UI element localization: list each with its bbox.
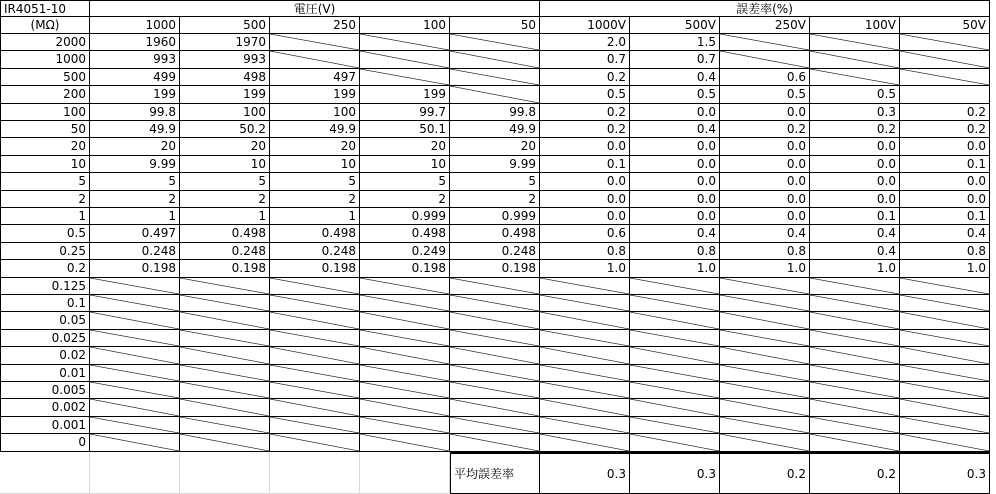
error-rate-cell[interactable]: 0.5 [720, 86, 810, 103]
measured-value-cell[interactable]: 2 [180, 191, 270, 208]
na-cell[interactable] [180, 417, 270, 434]
na-cell[interactable] [90, 382, 180, 399]
measured-value-cell[interactable]: 499 [90, 69, 180, 86]
na-cell[interactable] [180, 278, 270, 295]
na-cell[interactable] [90, 312, 180, 329]
na-cell[interactable] [450, 86, 540, 103]
na-cell[interactable] [270, 295, 360, 312]
measured-value-cell[interactable]: 0.198 [90, 260, 180, 277]
na-cell[interactable] [450, 382, 540, 399]
average-error-cell[interactable]: 0.3 [900, 452, 990, 494]
error-rate-cell[interactable]: 0.2 [900, 121, 990, 138]
na-cell[interactable] [900, 330, 990, 347]
na-cell[interactable] [180, 365, 270, 382]
voltage-col-header[interactable]: 100 [360, 17, 450, 34]
measured-value-cell[interactable]: 0.498 [270, 225, 360, 242]
na-cell[interactable] [540, 417, 630, 434]
measured-value-cell[interactable]: 1 [180, 208, 270, 225]
error-col-header[interactable]: 500V [630, 17, 720, 34]
error-rate-cell[interactable]: 0.2 [900, 104, 990, 121]
error-rate-cell[interactable]: 0.7 [540, 51, 630, 68]
error-rate-cell[interactable]: 0.0 [630, 173, 720, 190]
error-rate-cell[interactable]: 0.0 [540, 191, 630, 208]
na-cell[interactable] [450, 330, 540, 347]
voltage-col-header[interactable]: 500 [180, 17, 270, 34]
range-cell[interactable]: 200 [0, 86, 90, 103]
error-col-header[interactable]: 100V [810, 17, 900, 34]
na-cell[interactable] [720, 347, 810, 364]
na-cell[interactable] [900, 295, 990, 312]
measured-value-cell[interactable]: 993 [180, 51, 270, 68]
measured-value-cell[interactable]: 0.198 [180, 260, 270, 277]
na-cell[interactable] [360, 417, 450, 434]
range-cell[interactable]: 2000 [0, 34, 90, 51]
range-cell[interactable]: 2 [0, 191, 90, 208]
na-cell[interactable] [630, 365, 720, 382]
na-cell[interactable] [360, 34, 450, 51]
na-cell[interactable] [180, 434, 270, 451]
na-cell[interactable] [720, 278, 810, 295]
na-cell[interactable] [810, 69, 900, 86]
na-cell[interactable] [810, 51, 900, 68]
measured-value-cell[interactable]: 99.8 [90, 104, 180, 121]
error-rate-cell[interactable] [900, 86, 990, 103]
na-cell[interactable] [90, 365, 180, 382]
measured-value-cell[interactable]: 2 [360, 191, 450, 208]
error-rate-cell[interactable]: 1.0 [900, 260, 990, 277]
na-cell[interactable] [540, 295, 630, 312]
na-cell[interactable] [810, 417, 900, 434]
error-rate-cell[interactable]: 0.5 [630, 86, 720, 103]
range-cell[interactable]: 100 [0, 104, 90, 121]
range-cell[interactable]: 1 [0, 208, 90, 225]
voltage-header[interactable]: 電圧(V) [90, 0, 540, 17]
na-cell[interactable] [90, 399, 180, 416]
na-cell[interactable] [360, 51, 450, 68]
na-cell[interactable] [630, 295, 720, 312]
na-cell[interactable] [810, 382, 900, 399]
error-rate-cell[interactable]: 0.0 [900, 138, 990, 155]
measured-value-cell[interactable]: 1 [270, 208, 360, 225]
na-cell[interactable] [540, 365, 630, 382]
empty-cell[interactable] [0, 452, 90, 494]
measured-value-cell[interactable]: 2 [270, 191, 360, 208]
na-cell[interactable] [720, 34, 810, 51]
measured-value-cell[interactable]: 10 [360, 156, 450, 173]
error-header[interactable]: 誤差率(%) [540, 0, 990, 17]
na-cell[interactable] [720, 51, 810, 68]
na-cell[interactable] [270, 347, 360, 364]
error-rate-cell[interactable]: 0.0 [630, 208, 720, 225]
na-cell[interactable] [450, 347, 540, 364]
na-cell[interactable] [360, 278, 450, 295]
range-cell[interactable]: 0.025 [0, 330, 90, 347]
error-rate-cell[interactable]: 0.0 [720, 191, 810, 208]
measured-value-cell[interactable]: 0.497 [90, 225, 180, 242]
na-cell[interactable] [360, 365, 450, 382]
measured-value-cell[interactable]: 0.498 [360, 225, 450, 242]
na-cell[interactable] [810, 312, 900, 329]
na-cell[interactable] [630, 382, 720, 399]
na-cell[interactable] [450, 34, 540, 51]
na-cell[interactable] [270, 278, 360, 295]
measured-value-cell[interactable]: 99.7 [360, 104, 450, 121]
empty-cell[interactable] [360, 452, 450, 494]
measured-value-cell[interactable]: 49.9 [450, 121, 540, 138]
na-cell[interactable] [360, 69, 450, 86]
error-rate-cell[interactable]: 1.0 [720, 260, 810, 277]
error-rate-cell[interactable]: 0.0 [720, 173, 810, 190]
error-rate-cell[interactable]: 0.2 [720, 121, 810, 138]
na-cell[interactable] [630, 347, 720, 364]
measured-value-cell[interactable]: 5 [270, 173, 360, 190]
na-cell[interactable] [450, 295, 540, 312]
na-cell[interactable] [540, 434, 630, 451]
voltage-col-header[interactable]: 1000 [90, 17, 180, 34]
na-cell[interactable] [900, 434, 990, 451]
error-rate-cell[interactable]: 0.0 [900, 173, 990, 190]
na-cell[interactable] [720, 330, 810, 347]
na-cell[interactable] [810, 330, 900, 347]
range-cell[interactable]: 0.25 [0, 243, 90, 260]
error-rate-cell[interactable]: 0.8 [900, 243, 990, 260]
error-rate-cell[interactable]: 0.1 [540, 156, 630, 173]
empty-cell[interactable] [270, 452, 360, 494]
na-cell[interactable] [540, 278, 630, 295]
na-cell[interactable] [810, 295, 900, 312]
error-rate-cell[interactable]: 0.4 [810, 243, 900, 260]
na-cell[interactable] [90, 295, 180, 312]
na-cell[interactable] [900, 399, 990, 416]
error-rate-cell[interactable]: 0.0 [540, 208, 630, 225]
measured-value-cell[interactable]: 49.9 [90, 121, 180, 138]
range-cell[interactable]: 20 [0, 138, 90, 155]
na-cell[interactable] [180, 312, 270, 329]
na-cell[interactable] [630, 278, 720, 295]
measured-value-cell[interactable]: 9.99 [90, 156, 180, 173]
measured-value-cell[interactable]: 5 [90, 173, 180, 190]
measured-value-cell[interactable]: 0.198 [450, 260, 540, 277]
measured-value-cell[interactable]: 2 [90, 191, 180, 208]
error-rate-cell[interactable]: 2.0 [540, 34, 630, 51]
range-cell[interactable]: 0.1 [0, 295, 90, 312]
error-rate-cell[interactable]: 0.0 [810, 191, 900, 208]
measured-value-cell[interactable]: 5 [180, 173, 270, 190]
na-cell[interactable] [900, 417, 990, 434]
measured-value-cell[interactable]: 10 [180, 156, 270, 173]
measured-value-cell[interactable]: 100 [180, 104, 270, 121]
error-rate-cell[interactable]: 0.4 [810, 225, 900, 242]
error-rate-cell[interactable]: 0.4 [900, 225, 990, 242]
na-cell[interactable] [90, 347, 180, 364]
range-cell[interactable]: 0.005 [0, 382, 90, 399]
na-cell[interactable] [270, 382, 360, 399]
measured-value-cell[interactable]: 20 [180, 138, 270, 155]
error-rate-cell[interactable]: 0.0 [720, 104, 810, 121]
na-cell[interactable] [270, 51, 360, 68]
measured-value-cell[interactable]: 9.99 [450, 156, 540, 173]
error-rate-cell[interactable]: 0.8 [540, 243, 630, 260]
average-error-cell[interactable]: 0.3 [630, 452, 720, 494]
na-cell[interactable] [270, 399, 360, 416]
error-rate-cell[interactable]: 0.0 [630, 191, 720, 208]
na-cell[interactable] [360, 399, 450, 416]
na-cell[interactable] [720, 382, 810, 399]
na-cell[interactable] [360, 382, 450, 399]
measured-value-cell[interactable]: 199 [180, 86, 270, 103]
na-cell[interactable] [450, 417, 540, 434]
na-cell[interactable] [630, 434, 720, 451]
measured-value-cell[interactable]: 498 [180, 69, 270, 86]
na-cell[interactable] [270, 34, 360, 51]
na-cell[interactable] [810, 34, 900, 51]
na-cell[interactable] [720, 295, 810, 312]
na-cell[interactable] [540, 330, 630, 347]
model-cell[interactable]: IR4051-10 [0, 0, 90, 17]
na-cell[interactable] [630, 399, 720, 416]
measured-value-cell[interactable]: 50.1 [360, 121, 450, 138]
na-cell[interactable] [450, 69, 540, 86]
error-rate-cell[interactable]: 0.0 [810, 138, 900, 155]
measured-value-cell[interactable]: 50.2 [180, 121, 270, 138]
range-cell[interactable]: 0.01 [0, 365, 90, 382]
na-cell[interactable] [450, 312, 540, 329]
measured-value-cell[interactable]: 1 [90, 208, 180, 225]
na-cell[interactable] [270, 312, 360, 329]
na-cell[interactable] [900, 34, 990, 51]
measured-value-cell[interactable]: 0.999 [450, 208, 540, 225]
na-cell[interactable] [450, 434, 540, 451]
measured-value-cell[interactable]: 100 [270, 104, 360, 121]
voltage-col-header[interactable]: 50 [450, 17, 540, 34]
error-rate-cell[interactable]: 0.1 [900, 156, 990, 173]
na-cell[interactable] [540, 382, 630, 399]
error-col-header[interactable]: 250V [720, 17, 810, 34]
range-cell[interactable]: 0 [0, 434, 90, 451]
average-error-cell[interactable]: 0.2 [720, 452, 810, 494]
na-cell[interactable] [360, 347, 450, 364]
error-rate-cell[interactable]: 0.4 [720, 225, 810, 242]
error-rate-cell[interactable]: 0.5 [810, 86, 900, 103]
na-cell[interactable] [900, 365, 990, 382]
na-cell[interactable] [630, 330, 720, 347]
measured-value-cell[interactable]: 0.248 [90, 243, 180, 260]
measured-value-cell[interactable]: 5 [360, 173, 450, 190]
measured-value-cell[interactable]: 0.498 [180, 225, 270, 242]
na-cell[interactable] [270, 417, 360, 434]
range-cell[interactable]: 50 [0, 121, 90, 138]
na-cell[interactable] [450, 51, 540, 68]
error-rate-cell[interactable]: 0.0 [630, 138, 720, 155]
error-rate-cell[interactable]: 0.0 [540, 173, 630, 190]
measured-value-cell[interactable]: 0.248 [450, 243, 540, 260]
range-cell[interactable]: 0.2 [0, 260, 90, 277]
na-cell[interactable] [180, 330, 270, 347]
error-rate-cell[interactable]: 0.5 [540, 86, 630, 103]
error-rate-cell[interactable]: 0.0 [540, 138, 630, 155]
measured-value-cell[interactable]: 1960 [90, 34, 180, 51]
na-cell[interactable] [90, 278, 180, 295]
measured-value-cell[interactable]: 0.198 [360, 260, 450, 277]
na-cell[interactable] [630, 417, 720, 434]
range-cell[interactable]: 0.001 [0, 417, 90, 434]
na-cell[interactable] [450, 278, 540, 295]
measured-value-cell[interactable]: 0.498 [450, 225, 540, 242]
na-cell[interactable] [810, 399, 900, 416]
na-cell[interactable] [180, 399, 270, 416]
range-cell[interactable]: 5 [0, 173, 90, 190]
empty-cell[interactable] [90, 452, 180, 494]
range-cell[interactable]: 0.125 [0, 278, 90, 295]
na-cell[interactable] [450, 365, 540, 382]
unit-cell[interactable]: (MΩ) [0, 17, 90, 34]
na-cell[interactable] [630, 312, 720, 329]
error-rate-cell[interactable]: 0.8 [630, 243, 720, 260]
error-rate-cell[interactable]: 0.0 [720, 138, 810, 155]
na-cell[interactable] [900, 312, 990, 329]
measured-value-cell[interactable]: 49.9 [270, 121, 360, 138]
voltage-col-header[interactable]: 250 [270, 17, 360, 34]
error-rate-cell[interactable]: 0.7 [630, 51, 720, 68]
measured-value-cell[interactable]: 0.248 [270, 243, 360, 260]
error-col-header[interactable]: 50V [900, 17, 990, 34]
measured-value-cell[interactable]: 2 [450, 191, 540, 208]
na-cell[interactable] [720, 365, 810, 382]
na-cell[interactable] [720, 399, 810, 416]
measured-value-cell[interactable]: 199 [270, 86, 360, 103]
measured-value-cell[interactable]: 0.249 [360, 243, 450, 260]
na-cell[interactable] [90, 417, 180, 434]
na-cell[interactable] [270, 434, 360, 451]
error-rate-cell[interactable]: 0.2 [540, 69, 630, 86]
empty-cell[interactable] [180, 452, 270, 494]
na-cell[interactable] [720, 434, 810, 451]
error-rate-cell[interactable]: 0.6 [540, 225, 630, 242]
error-rate-cell[interactable]: 0.4 [630, 69, 720, 86]
measured-value-cell[interactable]: 5 [450, 173, 540, 190]
na-cell[interactable] [180, 382, 270, 399]
error-rate-cell[interactable]: 0.1 [900, 208, 990, 225]
na-cell[interactable] [360, 312, 450, 329]
measured-value-cell[interactable]: 20 [90, 138, 180, 155]
error-rate-cell[interactable]: 0.0 [720, 208, 810, 225]
average-label[interactable]: 平均誤差率 [450, 452, 540, 494]
na-cell[interactable] [810, 347, 900, 364]
error-col-header[interactable]: 1000V [540, 17, 630, 34]
measured-value-cell[interactable]: 10 [270, 156, 360, 173]
na-cell[interactable] [900, 382, 990, 399]
measured-value-cell[interactable]: 0.999 [360, 208, 450, 225]
average-error-cell[interactable]: 0.3 [540, 452, 630, 494]
range-cell[interactable]: 500 [0, 69, 90, 86]
error-rate-cell[interactable]: 0.4 [630, 121, 720, 138]
na-cell[interactable] [540, 399, 630, 416]
na-cell[interactable] [900, 278, 990, 295]
na-cell[interactable] [450, 399, 540, 416]
na-cell[interactable] [900, 51, 990, 68]
measured-value-cell[interactable]: 993 [90, 51, 180, 68]
na-cell[interactable] [540, 347, 630, 364]
error-rate-cell[interactable]: 0.8 [720, 243, 810, 260]
na-cell[interactable] [720, 417, 810, 434]
na-cell[interactable] [810, 278, 900, 295]
error-rate-cell[interactable]: 0.0 [810, 173, 900, 190]
error-rate-cell[interactable]: 0.2 [810, 121, 900, 138]
range-cell[interactable]: 0.002 [0, 399, 90, 416]
na-cell[interactable] [180, 347, 270, 364]
measured-value-cell[interactable]: 199 [90, 86, 180, 103]
error-rate-cell[interactable]: 0.1 [810, 208, 900, 225]
na-cell[interactable] [180, 295, 270, 312]
na-cell[interactable] [360, 295, 450, 312]
range-cell[interactable]: 0.5 [0, 225, 90, 242]
measured-value-cell[interactable]: 99.8 [450, 104, 540, 121]
error-rate-cell[interactable]: 0.4 [630, 225, 720, 242]
na-cell[interactable] [270, 365, 360, 382]
error-rate-cell[interactable]: 0.0 [630, 104, 720, 121]
range-cell[interactable]: 1000 [0, 51, 90, 68]
error-rate-cell[interactable]: 1.0 [540, 260, 630, 277]
measured-value-cell[interactable]: 20 [270, 138, 360, 155]
measured-value-cell[interactable]: 199 [360, 86, 450, 103]
error-rate-cell[interactable]: 1.5 [630, 34, 720, 51]
error-rate-cell[interactable]: 1.0 [630, 260, 720, 277]
na-cell[interactable] [90, 434, 180, 451]
na-cell[interactable] [90, 330, 180, 347]
error-rate-cell[interactable]: 0.0 [630, 156, 720, 173]
error-rate-cell[interactable]: 0.2 [540, 121, 630, 138]
range-cell[interactable]: 0.05 [0, 312, 90, 329]
average-error-cell[interactable]: 0.2 [810, 452, 900, 494]
na-cell[interactable] [900, 347, 990, 364]
error-rate-cell[interactable]: 1.0 [810, 260, 900, 277]
error-rate-cell[interactable]: 0.3 [810, 104, 900, 121]
na-cell[interactable] [720, 312, 810, 329]
error-rate-cell[interactable]: 0.0 [900, 191, 990, 208]
na-cell[interactable] [810, 434, 900, 451]
na-cell[interactable] [360, 330, 450, 347]
range-cell[interactable]: 10 [0, 156, 90, 173]
measured-value-cell[interactable]: 0.248 [180, 243, 270, 260]
na-cell[interactable] [810, 365, 900, 382]
na-cell[interactable] [270, 330, 360, 347]
measured-value-cell[interactable]: 20 [450, 138, 540, 155]
measured-value-cell[interactable]: 0.198 [270, 260, 360, 277]
measured-value-cell[interactable]: 1970 [180, 34, 270, 51]
error-rate-cell[interactable]: 0.6 [720, 69, 810, 86]
error-rate-cell[interactable]: 0.2 [540, 104, 630, 121]
error-rate-cell[interactable]: 0.0 [810, 156, 900, 173]
error-rate-cell[interactable]: 0.0 [720, 156, 810, 173]
measured-value-cell[interactable]: 20 [360, 138, 450, 155]
na-cell[interactable] [360, 434, 450, 451]
measured-value-cell[interactable]: 497 [270, 69, 360, 86]
range-cell[interactable]: 0.02 [0, 347, 90, 364]
na-cell[interactable] [900, 69, 990, 86]
na-cell[interactable] [540, 312, 630, 329]
